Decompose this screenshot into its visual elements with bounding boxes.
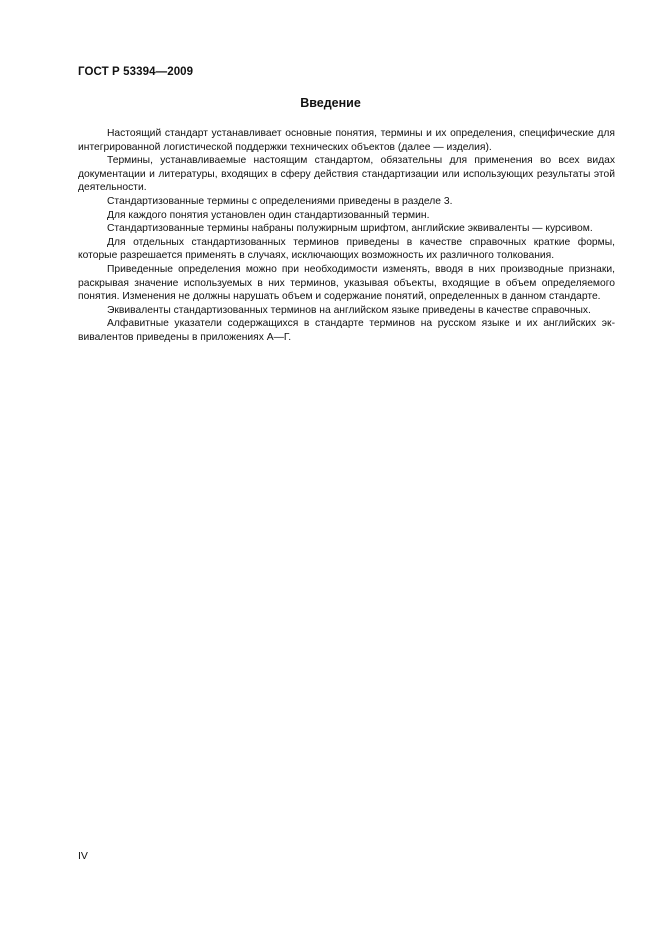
paragraph: Термины, устанавливаемые настоящим стандартом, обязательны для применения во всех видах документации и литературы, входящих в сферу действия стандартизации или использующих результаты этой деятельности. bbox=[78, 155, 615, 194]
paragraph: Стандартизованные термины с определениями приведены в разделе 3. bbox=[107, 195, 453, 207]
section-title: Введение bbox=[300, 96, 361, 110]
document-code-header: ГОСТ Р 53394—2009 bbox=[78, 66, 194, 78]
page-number: IV bbox=[78, 850, 88, 862]
section-body bbox=[78, 127, 615, 345]
paragraph: Алфавитные указатели содержащихся в стандарте терминов на русском языке и их английских эквивалентов приведены в приложениях А—Г. bbox=[78, 318, 615, 343]
paragraph: Для каждого понятия установлен один стандартизованный термин. bbox=[107, 209, 430, 221]
paragraph: Настоящий стандарт устанавливает основные понятия, термины и их определения, специфические для интегрированной логистической поддержки технических объектов (далее — изделия). bbox=[78, 128, 615, 153]
paragraph: Стандартизованные термины набраны полужирным шрифтом, английские эквиваленты — курсивом. bbox=[107, 223, 593, 235]
paragraph: Для отдельных стандартизованных терминов приведены в качестве справочных краткие формы, которые разрешается применять в случаях, исключающих возможность их различного толкования. bbox=[78, 236, 615, 262]
paragraph: Эквиваленты стандартизованных терминов на английском языке приведены в качестве справочных. bbox=[107, 304, 591, 316]
paragraph: Приведенные определения можно при необходимости изменять, вводя в них производные признаки, раскрывая значение используемых в них терминов, указывая объекты, входящие в объем определяемого понятия. Изменения не должны нарушать объем и содержание понятий, определенных в данном стандарте. bbox=[78, 263, 615, 303]
